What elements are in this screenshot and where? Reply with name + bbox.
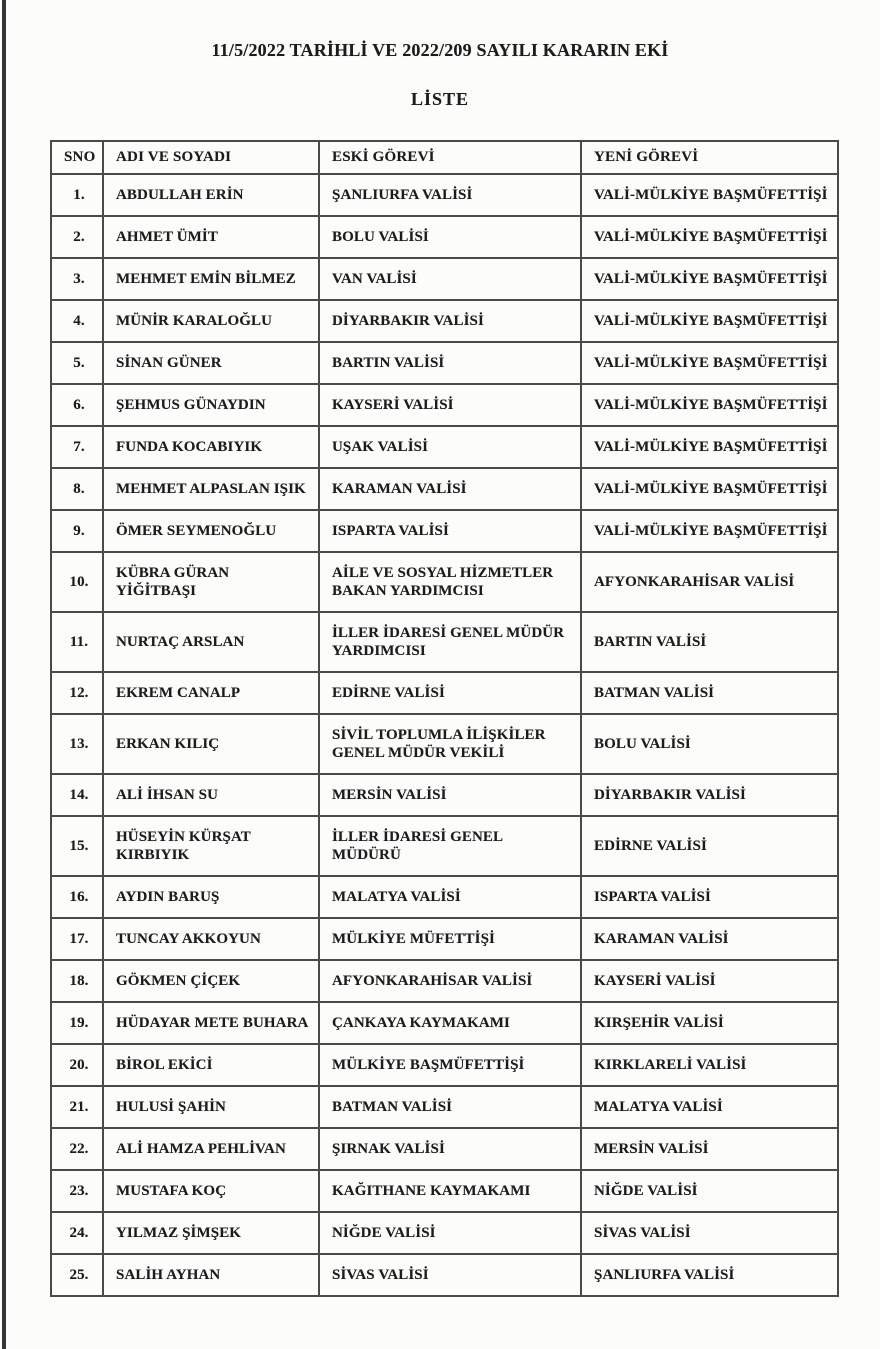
column-header-sno: SNO <box>51 141 103 174</box>
row-old-duty: KAĞITHANE KAYMAKAMI <box>319 1170 581 1212</box>
row-name: FUNDA KOCABIYIK <box>103 426 319 468</box>
row-new-duty: VALİ-MÜLKİYE BAŞMÜFETTİŞİ <box>581 510 838 552</box>
row-name: ABDULLAH ERİN <box>103 174 319 216</box>
row-name: ALİ HAMZA PEHLİVAN <box>103 1128 319 1170</box>
table-row <box>51 1002 838 1044</box>
row-new-duty: KIRKLARELİ VALİSİ <box>581 1044 838 1086</box>
row-new-duty: DİYARBAKIR VALİSİ <box>581 774 838 816</box>
row-name: GÖKMEN ÇİÇEK <box>103 960 319 1002</box>
table-row <box>51 714 838 774</box>
list-subtitle: LİSTE <box>410 89 470 109</box>
row-old-duty: KAYSERİ VALİSİ <box>319 384 581 426</box>
row-new-duty: VALİ-MÜLKİYE BAŞMÜFETTİŞİ <box>581 300 838 342</box>
row-sno: 12. <box>51 672 103 714</box>
row-name: ŞEHMUS GÜNAYDIN <box>103 384 319 426</box>
assignments-table <box>50 140 839 1297</box>
row-sno: 21. <box>51 1086 103 1128</box>
row-sno: 8. <box>51 468 103 510</box>
table-row <box>51 1044 838 1086</box>
table-row <box>51 426 838 468</box>
row-new-duty: VALİ-MÜLKİYE BAŞMÜFETTİŞİ <box>581 258 838 300</box>
table-row <box>51 876 838 918</box>
table-header-row <box>51 141 838 174</box>
row-sno: 4. <box>51 300 103 342</box>
table-row <box>51 672 838 714</box>
row-new-duty: NİĞDE VALİSİ <box>581 1170 838 1212</box>
row-new-duty: BARTIN VALİSİ <box>581 612 838 672</box>
row-name: BİROL EKİCİ <box>103 1044 319 1086</box>
table-row <box>51 1170 838 1212</box>
table-row <box>51 174 838 216</box>
row-old-duty: ISPARTA VALİSİ <box>319 510 581 552</box>
table-row <box>51 552 838 612</box>
row-sno: 23. <box>51 1170 103 1212</box>
document-header <box>0 0 880 110</box>
row-name: SİNAN GÜNER <box>103 342 319 384</box>
row-old-duty: ŞIRNAK VALİSİ <box>319 1128 581 1170</box>
table-row <box>51 216 838 258</box>
row-name: NURTAÇ ARSLAN <box>103 612 319 672</box>
table-row <box>51 816 838 876</box>
row-name: SALİH AYHAN <box>103 1254 319 1296</box>
row-new-duty: VALİ-MÜLKİYE BAŞMÜFETTİŞİ <box>581 468 838 510</box>
row-new-duty: MALATYA VALİSİ <box>581 1086 838 1128</box>
row-old-duty: BATMAN VALİSİ <box>319 1086 581 1128</box>
row-name: ALİ İHSAN SU <box>103 774 319 816</box>
row-sno: 25. <box>51 1254 103 1296</box>
row-sno: 5. <box>51 342 103 384</box>
row-sno: 15. <box>51 816 103 876</box>
row-old-duty: İLLER İDARESİ GENEL MÜDÜR YARDIMCISI <box>319 612 581 672</box>
table-body <box>51 174 838 1296</box>
row-name: KÜBRA GÜRAN YİĞİTBAŞI <box>103 552 319 612</box>
row-sno: 16. <box>51 876 103 918</box>
column-header-old-duty: ESKİ GÖREVİ <box>319 141 581 174</box>
row-old-duty: EDİRNE VALİSİ <box>319 672 581 714</box>
table-row <box>51 300 838 342</box>
table-row <box>51 1128 838 1170</box>
row-name: EKREM CANALP <box>103 672 319 714</box>
row-old-duty: SİVAS VALİSİ <box>319 1254 581 1296</box>
row-old-duty: VAN VALİSİ <box>319 258 581 300</box>
row-sno: 13. <box>51 714 103 774</box>
table-row <box>51 918 838 960</box>
row-old-duty: AİLE VE SOSYAL HİZMETLER BAKAN YARDIMCISI <box>319 552 581 612</box>
row-new-duty: SİVAS VALİSİ <box>581 1212 838 1254</box>
table-row <box>51 1086 838 1128</box>
row-new-duty: VALİ-MÜLKİYE BAŞMÜFETTİŞİ <box>581 174 838 216</box>
row-sno: 1. <box>51 174 103 216</box>
row-name: MUSTAFA KOÇ <box>103 1170 319 1212</box>
row-old-duty: ÇANKAYA KAYMAKAMI <box>319 1002 581 1044</box>
row-old-duty: MÜLKİYE MÜFETTİŞİ <box>319 918 581 960</box>
row-sno: 22. <box>51 1128 103 1170</box>
row-new-duty: KIRŞEHİR VALİSİ <box>581 1002 838 1044</box>
row-new-duty: KAYSERİ VALİSİ <box>581 960 838 1002</box>
row-old-duty: MERSİN VALİSİ <box>319 774 581 816</box>
table-row <box>51 960 838 1002</box>
row-new-duty: ŞANLIURFA VALİSİ <box>581 1254 838 1296</box>
table-row <box>51 1254 838 1296</box>
row-sno: 6. <box>51 384 103 426</box>
row-name: AHMET ÜMİT <box>103 216 319 258</box>
table-row <box>51 510 838 552</box>
row-name: TUNCAY AKKOYUN <box>103 918 319 960</box>
row-new-duty: BATMAN VALİSİ <box>581 672 838 714</box>
row-new-duty: VALİ-MÜLKİYE BAŞMÜFETTİŞİ <box>581 426 838 468</box>
row-name: AYDIN BARUŞ <box>103 876 319 918</box>
row-sno: 2. <box>51 216 103 258</box>
row-name: ERKAN KILIÇ <box>103 714 319 774</box>
table-row <box>51 1212 838 1254</box>
row-new-duty: VALİ-MÜLKİYE BAŞMÜFETTİŞİ <box>581 342 838 384</box>
row-sno: 24. <box>51 1212 103 1254</box>
row-name: HULUSİ ŞAHİN <box>103 1086 319 1128</box>
row-old-duty: BARTIN VALİSİ <box>319 342 581 384</box>
row-new-duty: MERSİN VALİSİ <box>581 1128 838 1170</box>
row-sno: 10. <box>51 552 103 612</box>
table-row <box>51 342 838 384</box>
row-sno: 7. <box>51 426 103 468</box>
row-old-duty: MÜLKİYE BAŞMÜFETTİŞİ <box>319 1044 581 1086</box>
table-row <box>51 774 838 816</box>
scan-edge-bar <box>2 0 6 1349</box>
row-sno: 11. <box>51 612 103 672</box>
row-old-duty: MALATYA VALİSİ <box>319 876 581 918</box>
row-name: MEHMET EMİN BİLMEZ <box>103 258 319 300</box>
column-header-name: ADI VE SOYADI <box>103 141 319 174</box>
row-old-duty: AFYONKARAHİSAR VALİSİ <box>319 960 581 1002</box>
row-old-duty: DİYARBAKIR VALİSİ <box>319 300 581 342</box>
decree-title: 11/5/2022 TARİHLİ VE 2022/209 SAYILI KARARIN EKİ <box>211 40 669 60</box>
row-new-duty: VALİ-MÜLKİYE BAŞMÜFETTİŞİ <box>581 384 838 426</box>
row-old-duty: SİVİL TOPLUMLA İLİŞKİLER GENEL MÜDÜR VEKİLİ <box>319 714 581 774</box>
row-sno: 3. <box>51 258 103 300</box>
row-new-duty: EDİRNE VALİSİ <box>581 816 838 876</box>
table-row <box>51 258 838 300</box>
row-name: HÜDAYAR METE BUHARA <box>103 1002 319 1044</box>
row-sno: 20. <box>51 1044 103 1086</box>
row-old-duty: İLLER İDARESİ GENEL MÜDÜRÜ <box>319 816 581 876</box>
row-sno: 19. <box>51 1002 103 1044</box>
column-header-new-duty: YENİ GÖREVİ <box>581 141 838 174</box>
table-row <box>51 384 838 426</box>
row-sno: 17. <box>51 918 103 960</box>
row-new-duty: AFYONKARAHİSAR VALİSİ <box>581 552 838 612</box>
row-name: HÜSEYİN KÜRŞAT KIRBIYIK <box>103 816 319 876</box>
row-name: ÖMER SEYMENOĞLU <box>103 510 319 552</box>
row-new-duty: ISPARTA VALİSİ <box>581 876 838 918</box>
row-sno: 9. <box>51 510 103 552</box>
row-name: YILMAZ ŞİMŞEK <box>103 1212 319 1254</box>
row-sno: 18. <box>51 960 103 1002</box>
row-old-duty: BOLU VALİSİ <box>319 216 581 258</box>
table-row <box>51 468 838 510</box>
row-name: MÜNİR KARALOĞLU <box>103 300 319 342</box>
row-new-duty: BOLU VALİSİ <box>581 714 838 774</box>
table-row <box>51 612 838 672</box>
row-sno: 14. <box>51 774 103 816</box>
row-old-duty: NİĞDE VALİSİ <box>319 1212 581 1254</box>
row-old-duty: KARAMAN VALİSİ <box>319 468 581 510</box>
row-old-duty: UŞAK VALİSİ <box>319 426 581 468</box>
row-new-duty: KARAMAN VALİSİ <box>581 918 838 960</box>
row-old-duty: ŞANLIURFA VALİSİ <box>319 174 581 216</box>
row-name: MEHMET ALPASLAN IŞIK <box>103 468 319 510</box>
row-new-duty: VALİ-MÜLKİYE BAŞMÜFETTİŞİ <box>581 216 838 258</box>
